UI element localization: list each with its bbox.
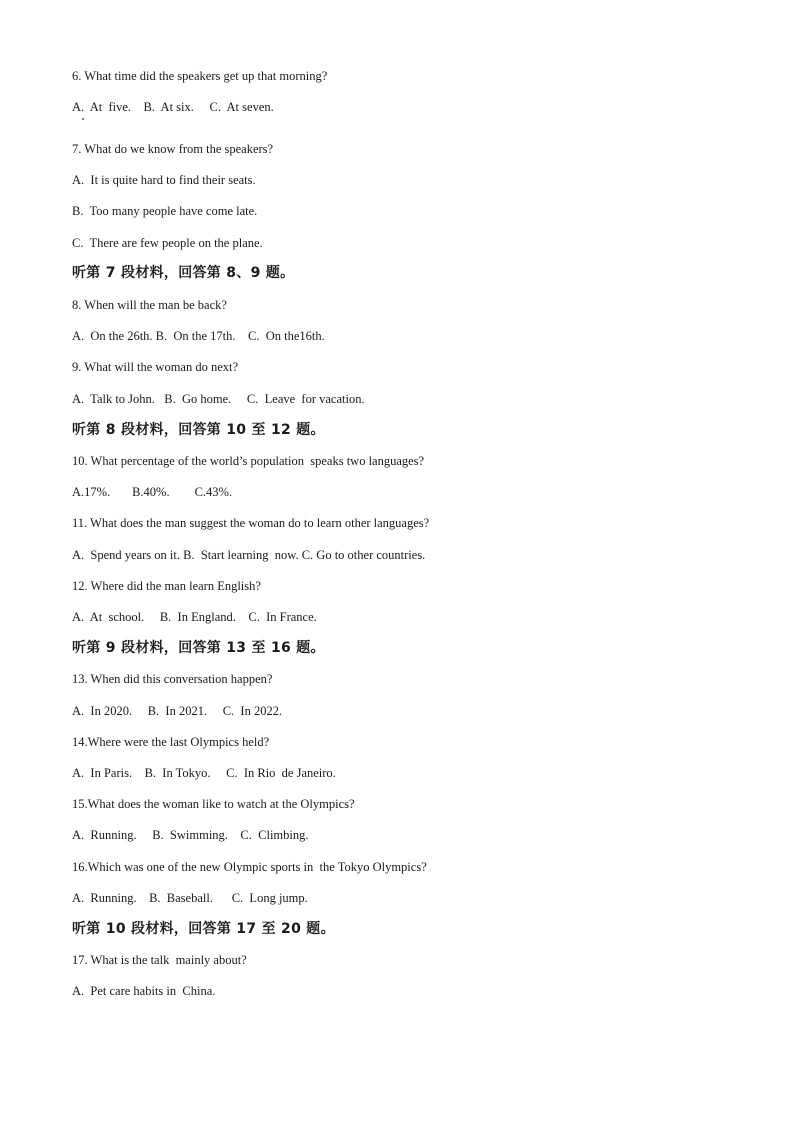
question-7: 7. What do we know from the speakers? (72, 142, 274, 156)
option-7c: C. There are few people on the plane. (72, 236, 263, 250)
options-13: A. In 2020. B. In 2021. C. In 2022. (72, 704, 283, 718)
options-9: A. Talk to John. B. Go home. C. Leave for vacation. (72, 392, 365, 406)
question-10: 10. What percentage of the world’s population speaks two languages? (72, 454, 425, 468)
options-10: A.17%. B.40%. C.43%. (72, 485, 233, 499)
options-16: A. Running. B. Baseball. C. Long jump. (72, 891, 308, 905)
question-8: 8. When will the man be back? (72, 298, 227, 312)
question-17: 17. What is the talk mainly about? (72, 953, 247, 967)
question-12: 12. Where did the man learn English? (72, 579, 261, 593)
question-16: 16.Which was one of the new Olympic sports in the Tokyo Olympics? (72, 860, 427, 874)
question-9: 9. What will the woman do next? (72, 360, 239, 374)
options-15: A. Running. B. Swimming. C. Climbing. (72, 828, 309, 842)
options-12: A. At school. B. In England. C. In France. (72, 610, 317, 624)
option-17a: A. Pet care habits in China. (72, 984, 216, 998)
section-heading-10: 听第 10 段材料，回答第 17 至 20 题。 (72, 921, 335, 937)
question-14: 14.Where were the last Olympics held? (72, 735, 270, 749)
question-6: 6. What time did the speakers get up that morning? (72, 69, 328, 83)
options-11: A. Spend years on it. B. Start learning now. C. Go to other countries. (72, 548, 426, 562)
options-14: A. In Paris. B. In Tokyo. C. In Rio de Janeiro. (72, 766, 336, 780)
option-7b: B. Too many people have come late. (72, 204, 258, 218)
options-6: A. At five. B. At six. C. At seven. (72, 100, 274, 114)
section-heading-7: 听第 7 段材料，回答第 8、9 题。 (72, 265, 295, 281)
section-heading-9: 听第 9 段材料，回答第 13 至 16 题。 (72, 640, 325, 656)
question-15: 15.What does the woman like to watch at the Olympics? (72, 797, 355, 811)
stray-mark (82, 118, 84, 120)
options-8: A. On the 26th. B. On the 17th. C. On the16th. (72, 329, 325, 343)
option-7a: A. It is quite hard to find their seats. (72, 173, 256, 187)
section-heading-8: 听第 8 段材料，回答第 10 至 12 题。 (72, 422, 325, 438)
question-11: 11. What does the man suggest the woman do to learn other languages? (72, 516, 430, 530)
question-13: 13. When did this conversation happen? (72, 672, 273, 686)
